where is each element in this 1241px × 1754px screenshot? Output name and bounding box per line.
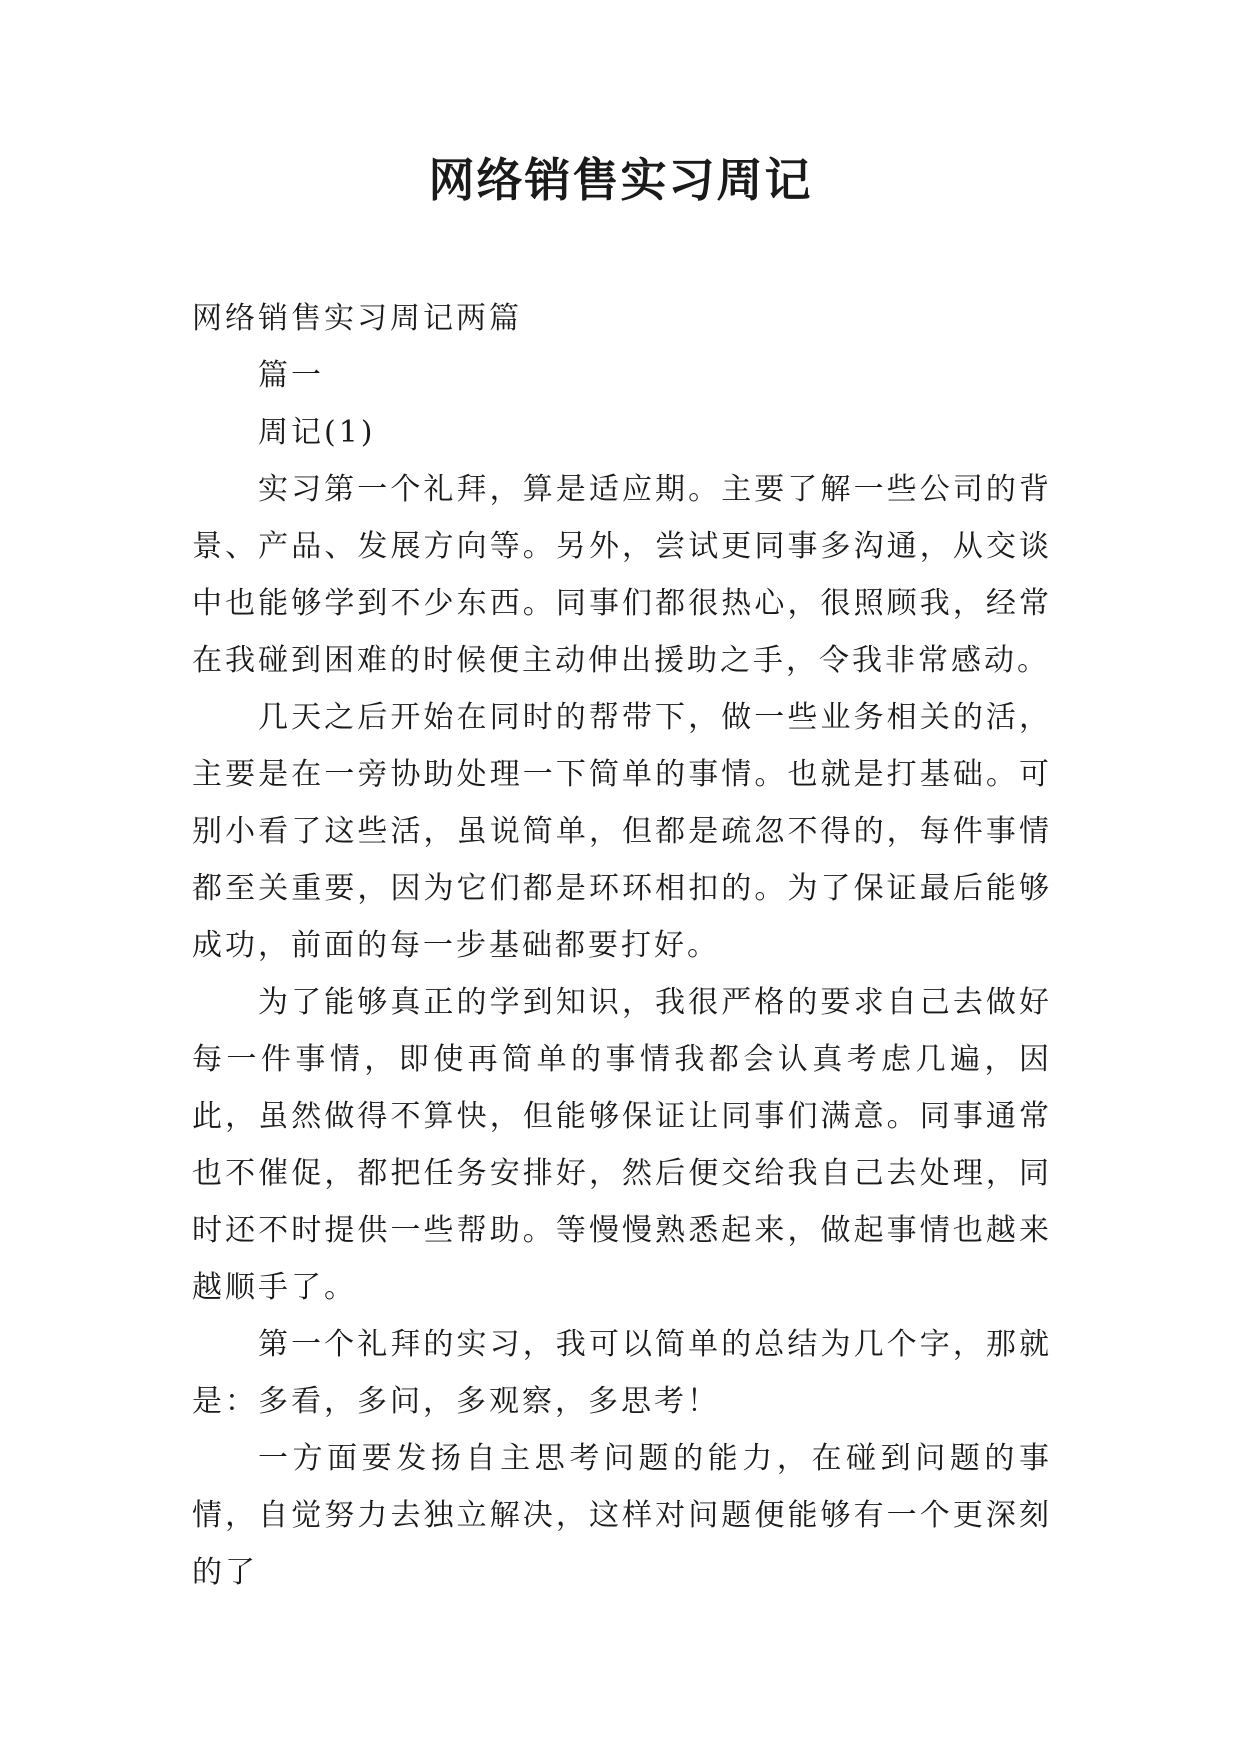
paragraph: 几天之后开始在同时的帮带下，做一些业务相关的活，主要是在一旁协助处理一下简单的事情。也就是打基础。可别小看了这些活，虽说简单，但都是疏忽不得的，每件事情都至关重要，因为它们都是环环相扣的。为了保证最后能够成功，前面的每一步基础都要打好。 [192,700,1052,963]
section-heading: 篇一 [258,358,324,393]
document-subtitle: 网络销售实习周记两篇 [192,301,522,336]
document-body [192,290,1052,1601]
paragraph: 为了能够真正的学到知识，我很严格的要求自己去做好每一件事情，即使再简单的事情我都会认真考虑几遍，因此，虽然做得不算快，但能够保证让同事们满意。同事通常也不催促，都把任务安排好，然后便交给我自己去处理，同时还不时提供一些帮助。等慢慢熟悉起来，做起事情也越来越顺手了。 [192,985,1052,1305]
paragraph: 实习第一个礼拜，算是适应期。主要了解一些公司的背景、产品、发展方向等。另外，尝试更同事多沟通，从交谈中也能够学到不少东西。同事们都很热心，很照顾我，经常在我碰到困难的时候便主动伸出援助之手，令我非常感动。 [192,472,1052,678]
document-title: 网络销售实习周记 [428,153,813,207]
paragraph: 一方面要发扬自主思考问题的能力，在碰到问题的事情，自觉努力去独立解决，这样对问题便能够有一个更深刻的了 [192,1441,1052,1590]
paragraph: 第一个礼拜的实习，我可以简单的总结为几个字，那就是：多看，多问，多观察，多思考！ [192,1327,1052,1419]
entry-heading: 周记(1) [258,415,376,450]
